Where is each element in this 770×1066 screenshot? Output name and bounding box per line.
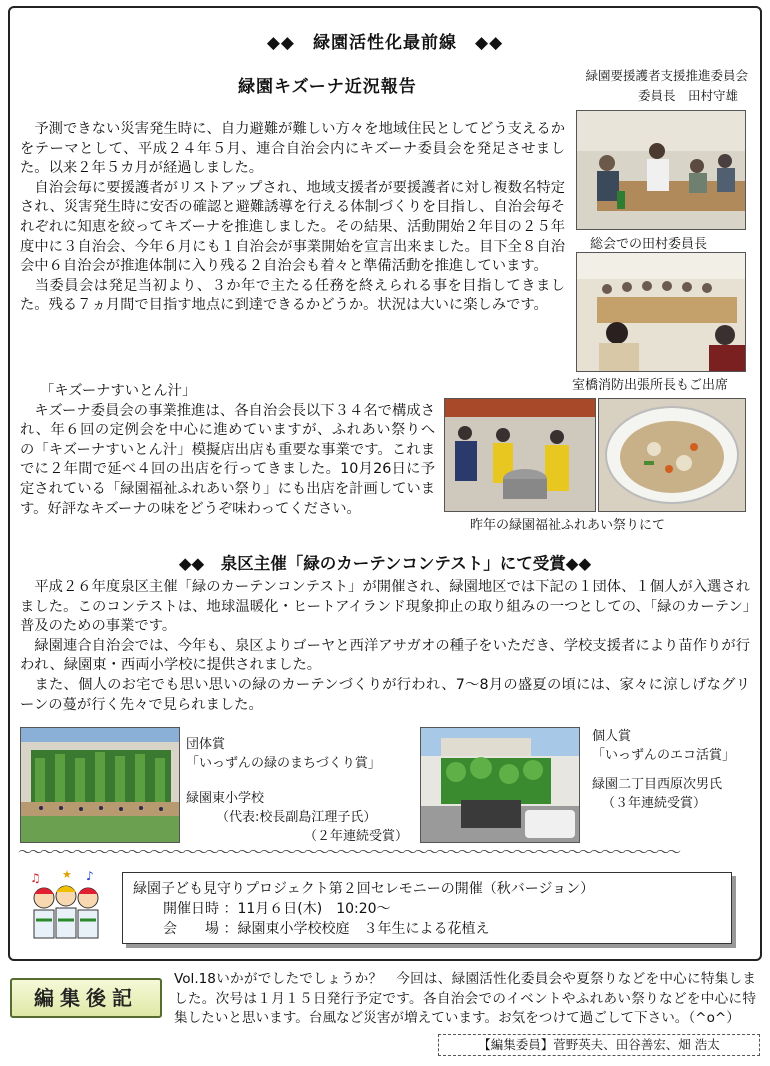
caption-fire: 室橋消防出張所長もご出席: [572, 378, 729, 393]
article-title: 緑園キズーナ近況報告: [238, 77, 417, 97]
suiton-heading: 「キズーナすいとん汁」: [40, 383, 197, 399]
individual-award-label: 個人賞: [592, 729, 632, 744]
wavy-separator: 〜〜〜〜〜〜〜〜〜〜〜〜〜〜〜〜〜〜〜〜〜〜〜〜〜〜〜〜〜〜〜〜〜〜〜〜〜〜〜〜〜〜〜〜〜〜〜〜〜〜〜〜〜〜〜〜〜〜〜〜: [18, 845, 678, 861]
fire-chief-photo: [576, 252, 746, 372]
byline-person: 委員長 田村守雄: [637, 88, 738, 103]
suiton-paragraph: キズーナ委員会の事業推進は、各自治会長以下３４名で構成され、年６回の定例会を中心に進めていますが、ふれあい祭りへの「キズーナすいとん汁」模擬店出店も重要な事業です。これまでに２年間で延べ４回の出店を行ってきました。10月26日に予定されている「緑園福祉ふれあい祭り」にも出店を計画しています。好評なキズーナの味をどうぞ味わってください。: [20, 402, 435, 517]
event-place-value: ：緑園東小学校校庭 ３年生による花植え: [223, 921, 490, 937]
article1-paragraph: 自治会毎に要援護者がリストアップされ、地域支援者が要援護者に対し複数名特定され、災害発生時に安否の確認と避難誘導を行える体制づくりを目指し、自治会毎それぞれに知恵を絞ってキズーナを推進しました。その結果、活動開始２年目の２５年度中に３自治会、今年６月にも１自治会が事業開始を宣言出来ました。目下全８自治会中６自治会が推進体制に入り残る２自治会も着々と準備活動を推進しています。: [20, 179, 565, 275]
event-place-row: [133, 919, 721, 939]
event-box: [122, 872, 732, 944]
article2-paragraph: 平成２６年度泉区主催「緑のカーテンコンテスト」が開催され、緑園地区では下記の１団体、１個人が入選されました。このコンテストは、地球温暖化・ヒートアイランド現象抑止の取り組みの一つとしての、「緑のカーテン」普及のための事業です。: [20, 579, 750, 635]
event-date-label: 開催日時: [163, 901, 219, 917]
article1-paragraph: 予測できない災害発生時に、自力避難が難しい方々を地域住民としてどう支えるかをテーマとして、平成２４年５月、連合自治会内にキズーナ委員会を発足させました。以来２年５カ月が経過しました。: [20, 121, 565, 177]
editor-note-label: 編集後記: [10, 978, 162, 1018]
group-award-note: （２年連続受賞）: [304, 829, 409, 844]
article2-paragraph: また、個人のお宅でも思い思いの緑のカーテンづくりが行われ、7～8月の盛夏の頃には、家々に涼しげなグリーンの蔓が行く先々で見られました。: [20, 676, 750, 713]
svg-text:★: ★: [62, 868, 72, 881]
group-award-winner: 緑園東小学校: [186, 791, 265, 806]
group-award-rep: （代表:校長副島江理子氏）: [216, 810, 377, 825]
meeting-photo: [576, 110, 746, 230]
individual-award-note: （３年連続受賞）: [602, 796, 707, 811]
individual-award: [592, 727, 757, 813]
group-award: [186, 735, 414, 846]
event-date-value: ：11月６日(木) 10:20〜: [223, 901, 391, 917]
article1-body: [20, 120, 565, 316]
caption-meeting: 総会での田村委員長: [590, 237, 708, 252]
caption-festival: 昨年の緑園福祉ふれあい祭りにて: [470, 518, 666, 533]
suiton-section: [20, 382, 435, 519]
group-award-label: 団体賞: [186, 737, 226, 752]
byline: [585, 66, 748, 106]
event-title: 緑園子ども見守りプロジェクト第２回セレモニーの開催（秋バージョン）: [133, 881, 595, 897]
editor-note-text: Vol.18いかがでしたでしょうか？ 今回は、緑園活性化委員会や夏祭りなどを中心に特集しました。次号は１月１５日発行予定です。各自治会でのイベントやふれあい祭りなどを中心に特集したいと思います。台風など災害が増えています。お気をつけて過ごして下さい。（^o^）: [174, 971, 756, 1026]
article2-title: ◆◆ 泉区主催「緑のカーテンコンテスト」にて受賞◆◆: [178, 554, 592, 573]
group-award-name: 「いっずんの緑のまちづくり賞」: [186, 756, 381, 771]
festival-photo-2: [598, 398, 746, 512]
individual-award-name: 「いっずんのエコ活賞」: [592, 748, 736, 763]
children-illustration: [26, 868, 106, 942]
section-title: ◆◆ 緑園活性化最前線 ◆◆: [266, 33, 504, 53]
article2-body: [20, 578, 750, 715]
festival-photo-1: [444, 398, 596, 512]
article2-paragraph: 緑園連合自治会では、今年も、泉区よりゴーヤと西洋アサガオの種子をいただき、学校支援者により苗作りが行われ、緑園東・西両小学校に提供されました。: [20, 637, 750, 674]
house-photo: [420, 727, 580, 843]
school-photo: [20, 727, 180, 843]
individual-award-winner: 緑園二丁目西原次男氏: [592, 777, 723, 792]
event-place-label: 会 場: [163, 921, 219, 937]
editorial-members: 【編集委員】菅野英夫、田谷善宏、畑 浩太: [438, 1034, 760, 1056]
byline-org: 緑園要援護者支援推進委員会: [585, 68, 748, 83]
svg-text:♪: ♪: [86, 869, 94, 883]
article1-paragraph: 当委員会は発足当初より、３か年で主たる任務を終えられる事を目指してきました。残る７ヵ月間で目指す地点に到達できるかどうか。状況は大いに楽しみです。: [20, 277, 565, 314]
svg-text:♫: ♫: [30, 871, 41, 885]
event-date-row: [133, 899, 721, 919]
